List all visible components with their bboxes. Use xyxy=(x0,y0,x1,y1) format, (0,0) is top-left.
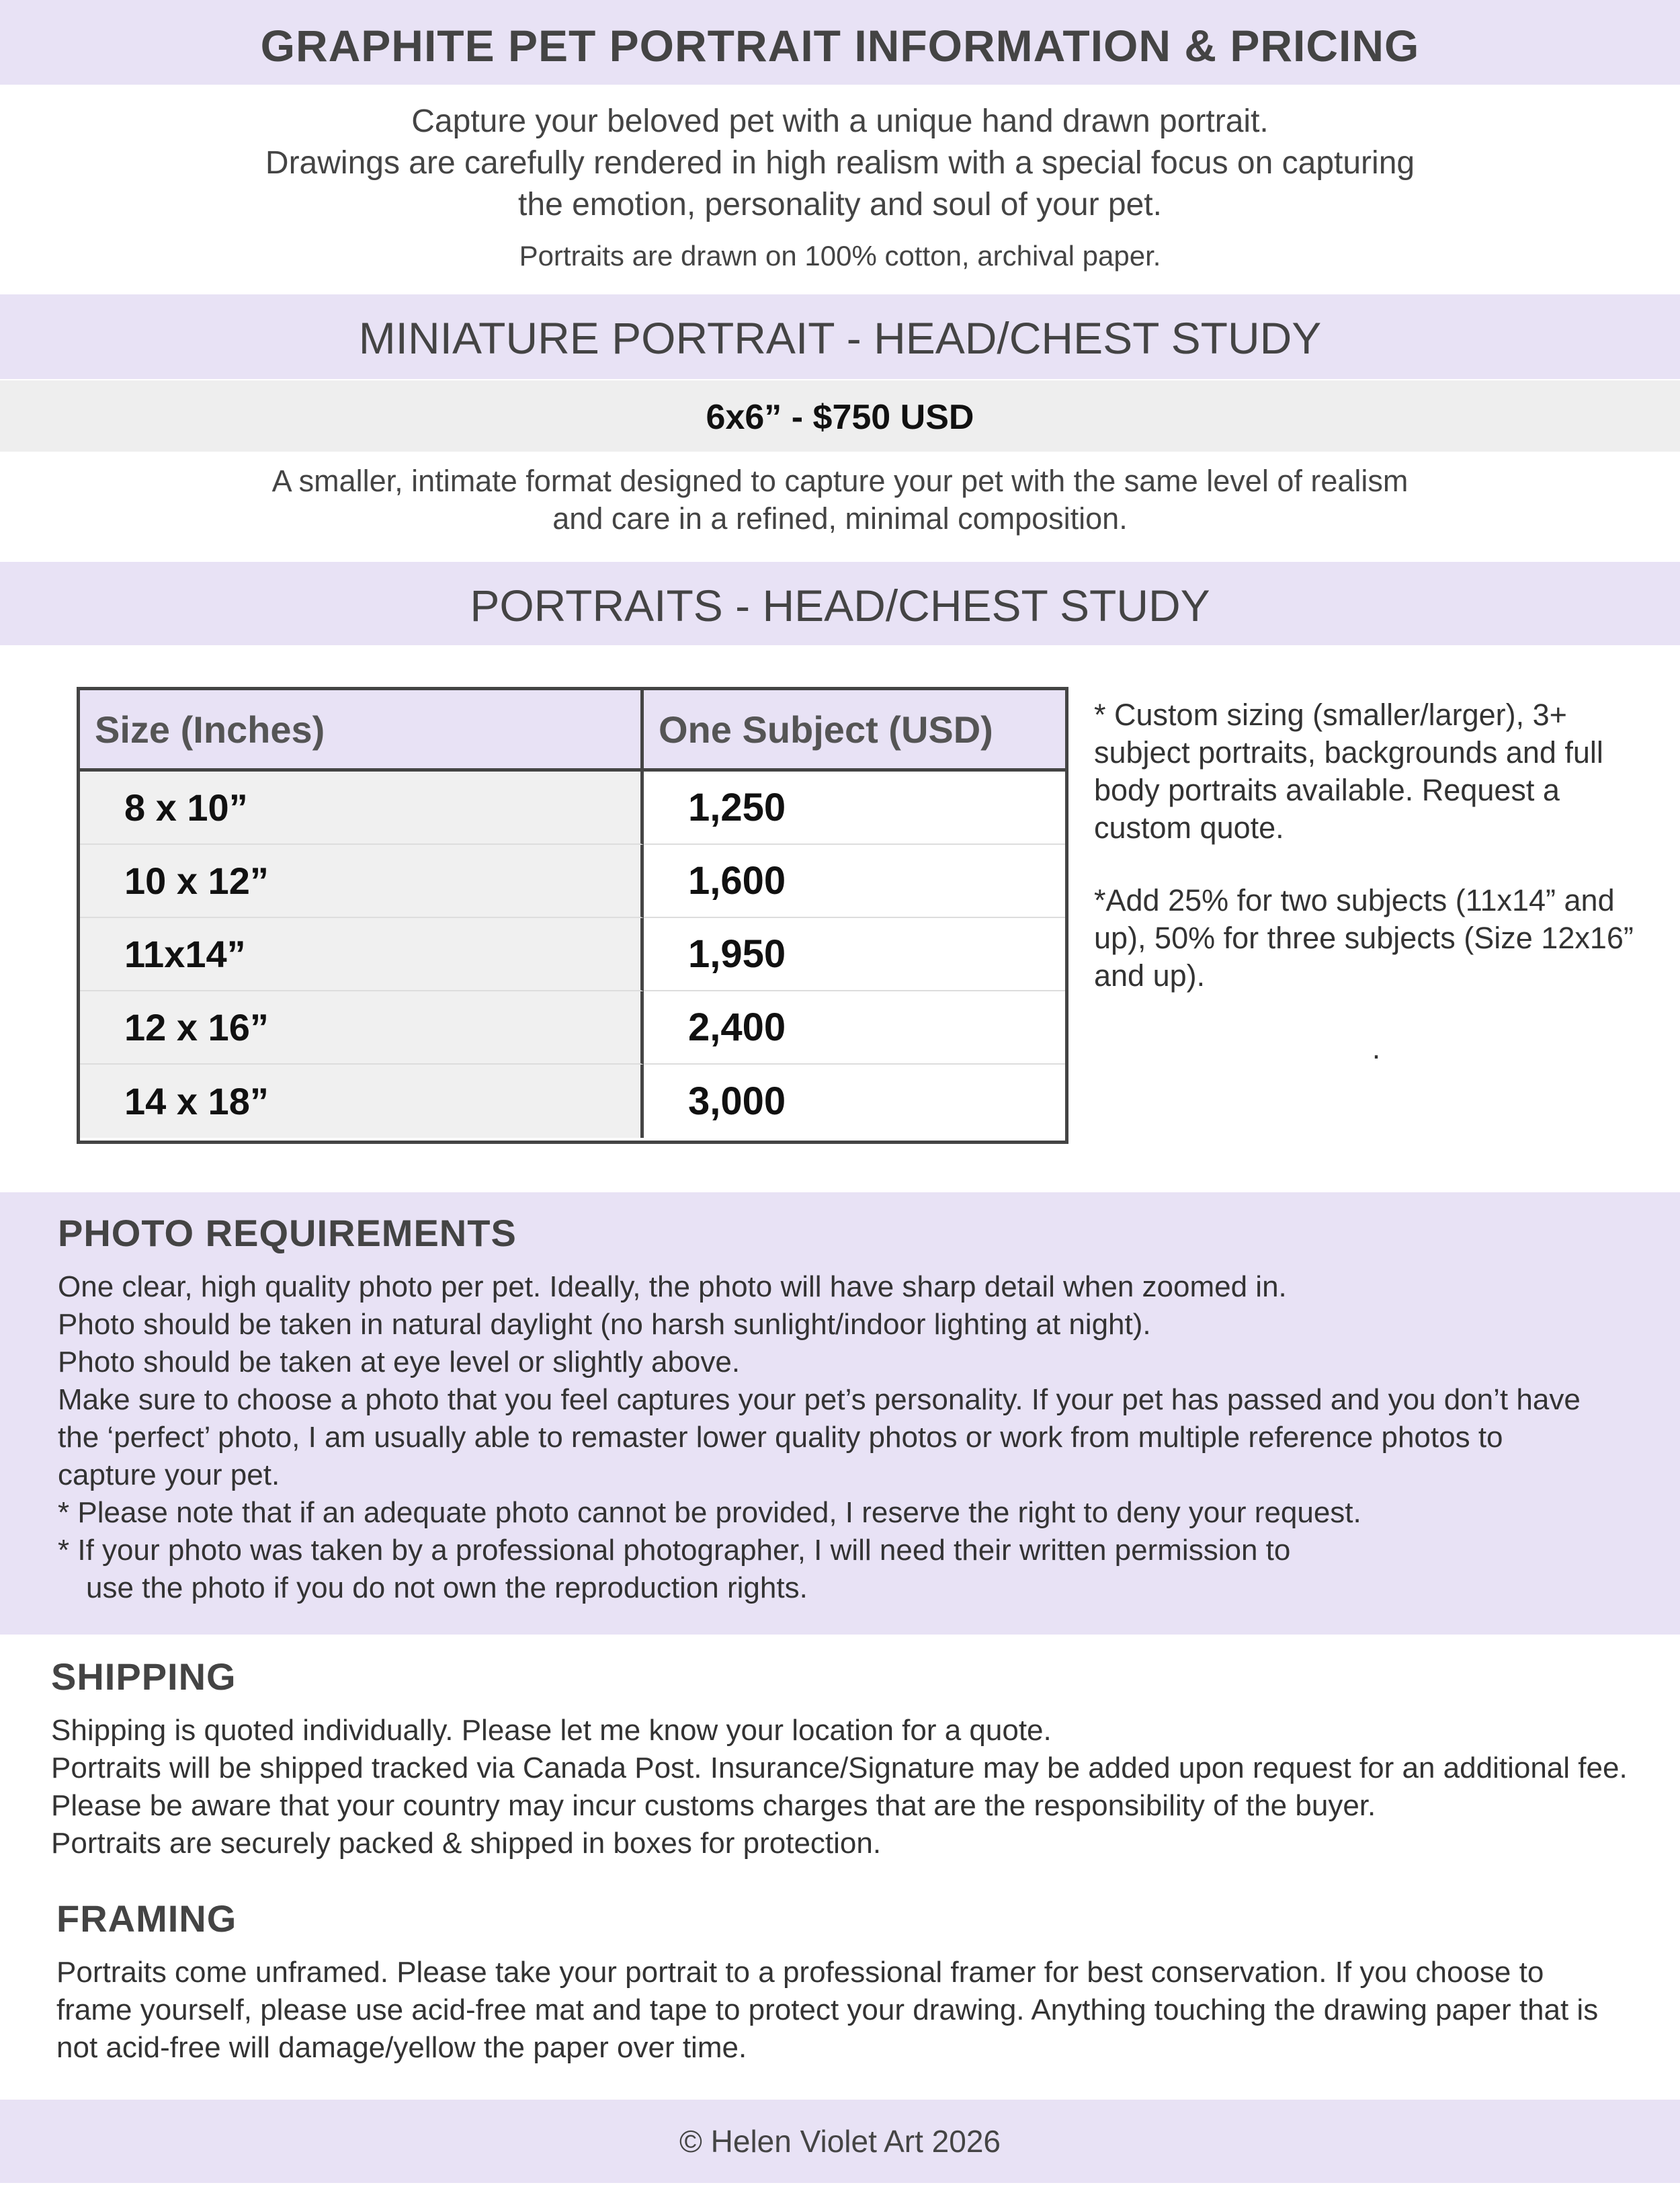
price-cell: 1,950 xyxy=(644,918,1065,991)
price-cell: 1,600 xyxy=(644,845,1065,918)
intro-text xyxy=(0,101,1680,277)
intro-line: Capture your beloved pet with a unique hand drawn portrait. xyxy=(411,104,1269,139)
size-cell: 8 x 10” xyxy=(80,772,644,845)
miniature-price: 6x6” - $750 USD xyxy=(0,380,1680,452)
table-row xyxy=(80,991,1065,1065)
table-row xyxy=(80,918,1065,991)
shipping-body xyxy=(51,1712,1629,1862)
size-cell: 10 x 12” xyxy=(80,845,644,918)
miniature-description-line: and care in a refined, minimal composition. xyxy=(552,501,1128,536)
photo-requirement-line: * Please note that if an adequate photo cannot be provided, I reserve the right to deny your request. xyxy=(58,1496,1361,1529)
multi-subject-note: *Add 25% for two subjects (11x14” and up), 50% for three subjects (Size 12x16” and up). xyxy=(1094,883,1634,993)
size-cell: 14 x 18” xyxy=(80,1065,644,1138)
shipping-section xyxy=(0,1655,1680,1862)
size-cell: 12 x 16” xyxy=(80,991,644,1065)
photo-requirement-line: Make sure to choose a photo that you feel captures your pet’s personality. If your pet has passed and you don’t have xyxy=(58,1383,1581,1416)
framing-title: FRAMING xyxy=(56,1897,237,1940)
footer-copyright: © Helen Violet Art 2026 xyxy=(0,2100,1680,2183)
framing-line: frame yourself, please use acid-free mat and tape to protect your drawing. Anything touching the drawing paper that is xyxy=(56,1993,1599,2026)
photo-requirement-line: Photo should be taken at eye level or slightly above. xyxy=(58,1346,741,1378)
miniature-description xyxy=(0,462,1680,538)
photo-requirement-line: capture your pet. xyxy=(58,1458,280,1491)
photo-requirement-line: * If your photo was taken by a professional photographer, I will need their written permission to xyxy=(58,1534,1291,1567)
paper-note: Portraits are drawn on 100% cotton, archival paper. xyxy=(519,240,1161,272)
custom-sizing-note: * Custom sizing (smaller/larger), 3+ subject portraits, backgrounds and full body portraits available. Request a custom quote. xyxy=(1094,698,1603,845)
table-row xyxy=(80,845,1065,918)
photo-requirement-line: the ‘perfect’ photo, I am usually able to remaster lower quality photos or work from multiple reference photos to xyxy=(58,1421,1503,1454)
price-cell: 1,250 xyxy=(644,772,1065,845)
table-header-row xyxy=(80,690,1065,772)
intro-line: Drawings are carefully rendered in high realism with a special focus on capturing xyxy=(265,145,1415,181)
photo-requirement-line: use the photo if you do not own the reproduction rights. xyxy=(86,1571,808,1604)
intro-line: the emotion, personality and soul of your pet. xyxy=(518,187,1162,222)
note-dot: . xyxy=(1372,1031,1381,1065)
page-title: GRAPHITE PET PORTRAIT INFORMATION & PRICING xyxy=(0,0,1680,85)
price-cell: 3,000 xyxy=(688,1079,786,1123)
framing-line: Portraits come unframed. Please take your portrait to a professional framer for best conservation. If you choose to xyxy=(56,1956,1544,1989)
miniature-heading: MINIATURE PORTRAIT - HEAD/CHEST STUDY xyxy=(0,294,1680,379)
framing-body xyxy=(56,1954,1624,2067)
miniature-description-line: A smaller, intimate format designed to capture your pet with the same level of realism xyxy=(271,464,1409,498)
shipping-line: Portraits are securely packed & shipped in boxes for protection. xyxy=(51,1827,882,1860)
framing-line: not acid-free will damage/yellow the paper over time. xyxy=(56,2031,747,2064)
photo-requirements-body xyxy=(58,1268,1622,1607)
table-row xyxy=(80,772,1065,845)
photo-requirement-line: Photo should be taken in natural daylight (no harsh sunlight/indoor lighting at night). xyxy=(58,1308,1151,1341)
portraits-heading: PORTRAITS - HEAD/CHEST STUDY xyxy=(0,562,1680,645)
pricing-notes xyxy=(1094,696,1658,1102)
shipping-title: SHIPPING xyxy=(51,1655,237,1698)
header-price: One Subject (USD) xyxy=(659,708,993,751)
pricing-table xyxy=(77,687,1068,1144)
photo-requirements-section xyxy=(0,1192,1680,1635)
shipping-line: Portraits will be shipped tracked via Canada Post. Insurance/Signature may be added upon request for an additional fee. xyxy=(51,1751,1628,1784)
shipping-line: Shipping is quoted individually. Please let me know your location for a quote. xyxy=(51,1714,1052,1747)
price-cell: 2,400 xyxy=(644,991,1065,1065)
header-size: Size (Inches) xyxy=(80,690,644,768)
shipping-line: Please be aware that your country may incur customs charges that are the responsibility of the buyer. xyxy=(51,1789,1376,1822)
photo-requirement-line: One clear, high quality photo per pet. Ideally, the photo will have sharp detail when zoomed in. xyxy=(58,1270,1287,1303)
framing-section xyxy=(0,1897,1680,2067)
size-cell: 11x14” xyxy=(80,918,644,991)
table-row xyxy=(80,1065,1065,1138)
photo-requirements-title: PHOTO REQUIREMENTS xyxy=(58,1212,517,1254)
